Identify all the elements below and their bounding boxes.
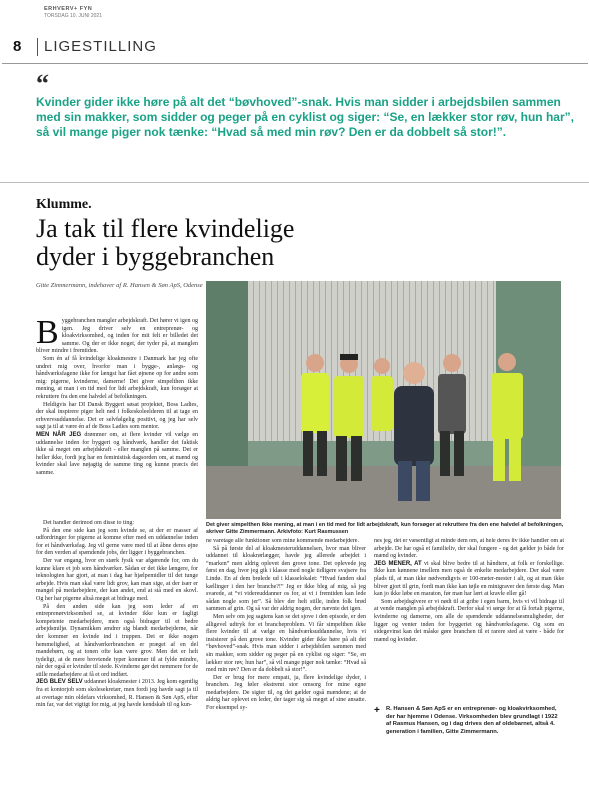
pull-quote-text: Kvinder gider ikke høre på alt det “bøvhoved”-snak. Hvis man sidder i arbejdsbilen sammen med sin makker, som sidder og peger på en cyklist og siger: “Se, en lækker stor røv, hun har”, så vil mange piger nok tænke: “Hvad så med min røv? Den er da dobbelt så stor!”. [36, 95, 574, 139]
paragraph: nes jeg, det er væsentligt at minde dem om, at hele deres liv ikke handler om at arbejde. De har også et familieliv, der skal fungere - og det gælder jo både for mænd og kvinder. [374, 538, 564, 560]
page-number: 8 [13, 38, 22, 55]
article-headline: Ja tak til flere kvindelige dyder i byggebranchen [36, 214, 295, 271]
quote-mark-icon: “ [36, 69, 49, 98]
paragraph: yggebranchen mangler arbejdskraft. Det hører vi igen og igen. Jeg driver selv en entreprenør- og kloakvirksomhed, og inden for mit felt er billedet det samme. Og der er ikke noget, der tyder på, at manglen bliver mindre i fremtiden. [36, 318, 198, 355]
drop-cap: B [36, 314, 59, 351]
section-divider [37, 38, 38, 56]
paragraph: Der var engang, hvor en stærk fysik var afgørende for, om du kunne klare et job som håndværker. Sådan er det ikke længere, for teknologien har gjort, at man i dag har hjælpemidler til det tunge arbejde. Hvis man skal være lidt grov, kan man sige, at der især er mangel på medarbejdere, der kan andet, end at stå med en skovl. Og her har pigerne altså meget at bidrage med. [36, 557, 198, 602]
paragraph-lead: JEG MENER, AT [374, 560, 422, 567]
article-column-2 [206, 538, 366, 782]
article-byline: Gitte Zimmermann, indehaver af R. Hansen & Søn ApS, Odense [36, 282, 203, 289]
paragraph: Heldigvis har DI Dansk Byggeri søsat projektet, Boss Ladies, der skal inspirere piger helt ned i folkeskoleelderen til at tage en erhvervsuddannelse. Det er selvfølgelig positivt, og jeg har selv sagt ja til at være én af de Boss Ladies som mentor. [36, 401, 198, 431]
paragraph: Men selv om jeg sagtens kan se det sjove i den episode, er den alligevel udtryk for et brancheproblem. Vi får simpelthen ikke flere kvinder til at vælge en håndværksuddannelse, hvis vi insisterer på den grove tone. Kvinder gider ikke høre på alt det “bøvhoved”-snak. Hvis man sidder i arbejdsbilen sammen med sin makker, som sidder og peger på en cyklist og siger: “Se, en lækker stor røv, hun har”, så vil mange piger nok tænke: “Hvad så med min røv? Den er da dobbelt så stor!”. [206, 613, 366, 674]
paragraph: JEG MENER, AT vi skal blive bedre til at håndtere, at folk er forskellige. Ikke kun kønnene imellem men også de enkelte medarbejdere. Der skal være plads til, at man ikke nødvendigvis er 100-meter-mester i alt, og at man ikke bliver gjort til grin, fordi man ikke kan tøjle en minigraver den første dag. Man kan jo ikke løbe en maraton, før man har lært at kravle eller gå! [374, 560, 564, 598]
paragraph-lead: MEN NÅR JEG [36, 431, 82, 438]
article-column-3 [374, 538, 564, 702]
paragraph: ne varetage alle funktioner som mine kommende medarbejdere. [206, 538, 359, 544]
paragraph: JEG BLEV SELV uddannet kloakmester i 2013. Jeg kom egentlig fra et kontorjob som skolesekretær, men fordi jeg havde sagt ja til at overtage min oldefars virksomhed, R. Hansen & Søn ApS, efter min far, var det vigtigt for mig, at jeg havde kendskab til og kun- [36, 679, 198, 709]
section-title: LIGESTILLING [44, 38, 157, 55]
article-photo [206, 281, 561, 519]
publication-name: ERHVERV+ FYN [44, 6, 93, 12]
article-column-1a [36, 314, 198, 518]
paragraph: Så på første del af kloakmesteruddannelsen, hvor man bliver uddannet til kloakrørlægger, havde jeg allerede arbejdet i “marken” men aldrig oplevet den grove tone. Det oplevede jeg først en dag, hvor jeg gik i klasse med nogle tidligere svajsere fra Lindø. En af dem brølede ud i klasselokalet: “Hvad fanden skal kællinger i den her branche?!” Jeg er ikke bleg af mig, så jeg svarede, at “vi videreuddanner os for, at vi i fremtiden kan lede sådan nogle som jer”. Så blev der helt stille, inden folk brød sammen af grin. Og så var der aldrig nogen, der nævnte det igen. [206, 545, 366, 613]
plus-icon: + [374, 705, 380, 716]
paragraph: På den ene side kan jeg som kvinde se, at der er masser af udfordringer for pigerne at komme efter med en uddannelse inden for et håndværksfag. Jeg vil gerne være med til at åbne deres øjne for den verden af spændende jobs, der ligger i byggebranchen. [36, 527, 198, 557]
paragraph: Det handler derimod om disse to ting: [43, 520, 134, 526]
paragraph: På den anden side kan jeg som leder af en entreprenørvirksomhed se, at kvinder ikke kun er fagligt kompetente medarbejdere, men også bidrager til et bedre arbejdsmiljø. Dynamikken ændrer sig blandt medarbejderne, når der kommer en kvinde ind i truppen. Det er ikke nogen hemmelighed, at håndværkerbranchen er præget af en del mandebørn, og at tonen ofte kan være grov. Men det er helt tydeligt, at de mere brovtende typer kommer til at fylde mindre, når der også er kvinder til stede. Kvinderne gør det nemmere for de stille medarbejdere at få et ord indført. [36, 603, 198, 678]
article-column-1b [36, 520, 198, 782]
paragraph: Som arbejdsgivere er vi nødt til at gribe i egen barm, hvis vi vil bidrage til at vende manglen på arbejdskraft. Derfor skal vi sørge for at få fortalt pigerne, kvinderne og damerne, om alle de spændende uddannelsesmuligheder, der ligger og venter inden for byggeriet og håndværksfagene. Og som en sidegevinst kan det måske gøre branchen til et rarere sted at være - både for mænd og kvinder. [374, 598, 564, 643]
paragraph: Som én af få kvindelige kloakmestre i Danmark har jeg ofte undret mig over, hvorfor man i bygge-, anlægs- og håndværksfagene ikke for længst har fået øjnene op for andre som mig: pigerne, kvinderne, damerne! Det giver simpelthen ikke mening, at man i en tid med for lidt arbejdskraft, kun forsøger at rekruttere fra den ene halvdel af befolkningen. [36, 355, 198, 400]
article-kicker: Klumme. [36, 197, 92, 212]
fact-box: R. Hansen & Søn ApS er en entreprenør- og kloakvirksomhed, der har hjemme i Odense. Virksomheden blev grundlagt i 1922 af Rasmus Hansen, og i dag drives den af oldebarnet, altså 4. generation i familien, Gitte Zimmermann. [386, 706, 558, 735]
photo-caption: Det giver simpelthen ikke mening, at man i en tid med for lidt arbejdskraft, kun forsøger at rekruttere fra den ene halvdel af befolkningen, skriver Gitte Zimmermann. Arkivfoto: Kurt Rasmussen [206, 522, 564, 535]
paragraph-lead: JEG BLEV SELV [36, 679, 83, 686]
paragraph: Der er brug for mere empati, ja, flere kvindelige dyder, i branchen. Jeg føler ekstremt stor omsorg for mine egne medarbejdere. De sigter til, og det gælder også mændene; at de aldrig har oplevet en leder, der tager sig så meget af sine ansatte. For eksempel sy- [206, 674, 366, 712]
section-rule [0, 182, 589, 183]
group-photo-illustration [206, 281, 561, 519]
paragraph: MEN NÅR JEG drømmer om, at flere kvinder vil vælge en uddannelse inden for byggeri og håndværk, handler det faktisk ikke så meget om arbejdskraft - eller manglen på samme. Det er heller ikke, fordi jeg har en feministisk dagsorden om, at mænd og kvinder skal lave nøjagtig de samme ting og kunne præcis det samme. [36, 431, 198, 476]
issue-date: TORSDAG 10. JUNI 2021 [44, 13, 102, 19]
